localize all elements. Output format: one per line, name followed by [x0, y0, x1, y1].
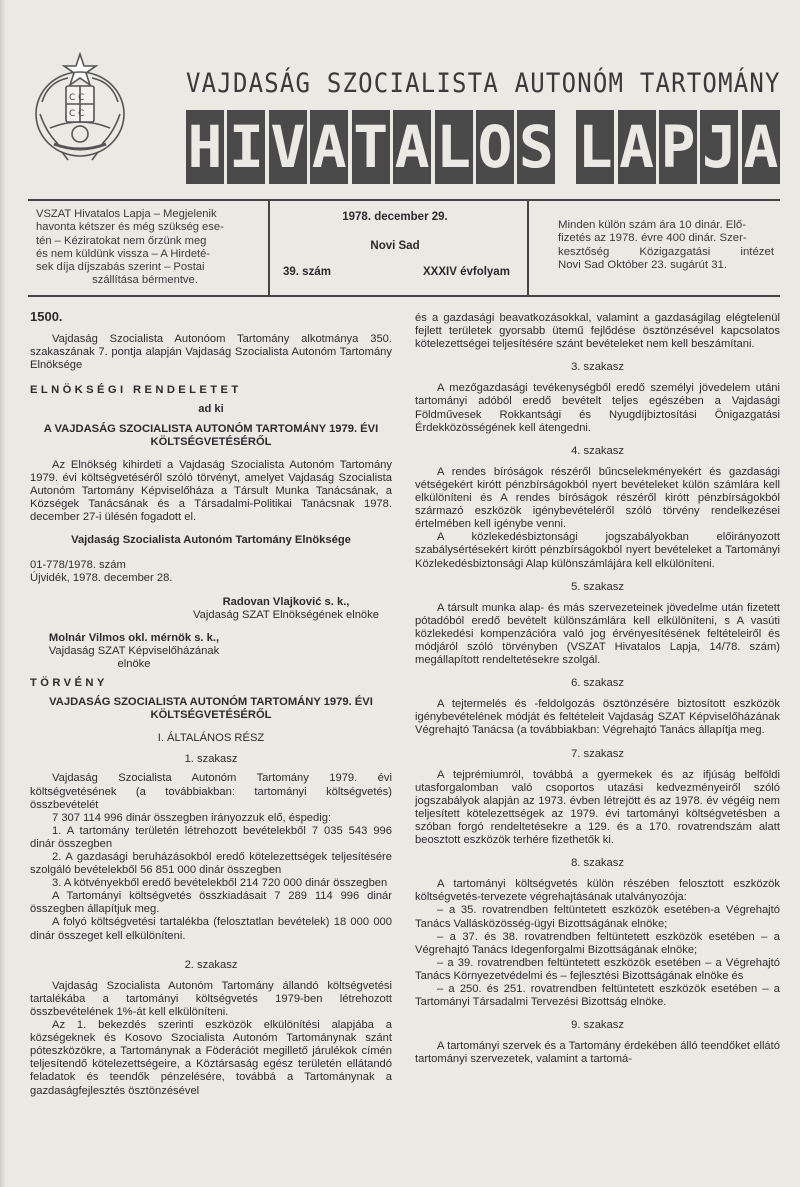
svg-text:C C: C C: [69, 109, 85, 119]
reference-place-date: Újvidék, 1978. december 28.: [30, 572, 173, 585]
section-8-item: – a 250. és 251. rovatrendben feltüntetett eszközök esetében – a Tartományi Társadalmi Tervezési Bizottság elnöke.: [415, 983, 780, 1009]
section-1-heading: 1. szakasz: [184, 753, 238, 766]
continued-paragraph: és a gazdasági beavatkozásokkal, valamint a gazdaságilag elégtelenül fejlett területek gyorsabb ütemű fejlődése ösztönzésével kapcsolatos kötelezettségei teljesítésére szánt bevételeket nem kell beszámítani.: [415, 312, 780, 351]
reference-number: 01-778/1978. szám: [30, 559, 126, 572]
price-line: kesztőség Közigazgatási intézet: [558, 245, 774, 258]
section-9-heading: 9. szakasz: [571, 1019, 624, 1032]
section-8-heading: 8. szakasz: [571, 857, 624, 870]
section-7-heading: 7. szakasz: [571, 747, 624, 760]
title-letter: V: [269, 110, 307, 184]
title-letter: A: [618, 110, 656, 184]
title-space: [559, 110, 573, 184]
notice-line: sek díja díjszabás szerint – Postai: [36, 261, 205, 274]
section-1-paragraph: A Tartományi költségvetés összkiadásait 7 289 114 996 dinár összegben állapítjuk meg.: [30, 890, 392, 916]
title-letter: S: [517, 110, 555, 184]
coat-of-arms-emblem-icon: [28, 52, 132, 164]
price-line: Minden külön szám ára 10 dinár. Elő-: [558, 219, 747, 231]
law-heading: TÖRVÉNY: [30, 676, 108, 689]
info-divider-right: [527, 200, 529, 296]
signer-1-name: Radovan Vlajković s. k.,: [222, 595, 350, 608]
section-9-paragraph: A tartományi szervek és a Tartomány érdekében álló teendőket ellátó tartományi szervezetek, valamint a tartomá-: [415, 1040, 780, 1066]
issue-number: 39. szám: [283, 266, 331, 278]
section-8-paragraph: A tartományi költségvetés külön részében felosztott eszközök költségvetés-tervezete végrehajtásának utalványozója:: [415, 878, 780, 904]
title-letter: J: [700, 110, 738, 184]
section-6-paragraph: A tejtermelés és -feldolgozás ösztönzésére biztosított eszközök igénybevételének módját és feltételeit Vajdaság SZAT Képviselőházának Végrehajtó Tanácsa (a továbbiakban: Végrehajtó Tanács állapítja meg.: [415, 698, 780, 737]
issue-date: 1978. december 29.: [342, 211, 448, 223]
masthead-subtitle: VAJDASÁG SZOCIALISTA AUTONÓM TARTOMÁNY: [186, 68, 781, 99]
title-letter: A: [393, 110, 431, 184]
notice-line: tén – Kéziratokat nem őrzünk meg: [36, 234, 207, 247]
section-2-paragraph: Vajdaság Szocialista Autonóm Tartomány állandó költségvetési tartalékába a tartományi költségvetés 1979-ben létrehozott összbevételének 1%-át kell elkülöníteni.: [30, 979, 392, 1018]
section-5-heading: 5. szakasz: [571, 580, 624, 593]
notice-line: VSZAT Hivatalos Lapja – Megjelenik: [36, 208, 217, 220]
section-7-paragraph: A tejprémiumról, továbbá a gyermekek és az ifjúság belföldi utasforgalomban való csoportos utazási kedvezményeiről szóló jogszabályok alapján az 1973. évben létrejött és az 1978. év végéig nem teljesített kötelezettségek az 1979. évi tartományi költségvetésben a szóban forgó rendeltetésekre a 129. és a 170. rovatrendszám alatt beosztott eszközök terhére fizethetők ki.: [415, 768, 780, 847]
part-heading: I. ÁLTALÁNOS RÉSZ: [157, 732, 265, 745]
section-1-paragraph: Vajdaság Szocialista Autonóm Tartomány 1979. évi költségvetésének (a továbbiakban: tartományi költségvetés) összbevételét: [30, 772, 392, 811]
svg-text:C C: C C: [69, 93, 85, 103]
notice-line: havonta kétszer és még szükség ese-: [36, 221, 224, 234]
title-letter: L: [576, 110, 614, 184]
signer-2-title-cont: elnöke: [117, 657, 151, 670]
section-4-paragraph: A közlekedésbiztonsági jogszabályokban előirányozott szabálysértésekért kirótt pénzbírságokból nyert bevételeket a Tartományi Közlekedésbiztonsági Alap különszámlájára kell elkülöníteni.: [415, 531, 780, 570]
price-line: Novi Sad Október 23. sugárút 31.: [558, 258, 728, 271]
section-8-item: – a 37. és 38. rovatrendben feltüntetett eszközök esetében – a Végrehajtó Tanács Idegenforgalmi Bizottságának elnöke;: [415, 930, 780, 956]
masthead-top-rule: [28, 199, 780, 201]
right-column: [415, 312, 780, 1067]
section-2-heading: 2. szakasz: [184, 958, 238, 971]
section-8-item: – a 39. rovatrendben feltüntetett eszközök esetében – a Végrehajtó Tanács Környezetvédelmi és – fejlesztési Bizottságának elnöke és: [415, 956, 780, 982]
issue-volume: XXXIV évfolyam: [423, 266, 510, 278]
section-1-paragraph: 2. A gazdasági beruházásokból eredő kötelezettségek teljesítésére szolgáló bevételekből 56 851 000 dinár összegben: [30, 851, 392, 877]
title-letter: A: [742, 110, 780, 184]
section-1-paragraph: 7 307 114 996 dinár összegben irányozzuk elő, éspedig:: [52, 811, 332, 824]
preamble: Vajdaság Szocialista Autonóom Tartomány alkotmánya 350. szakaszának 7. pontja alapján Vajdaság Szocialista Autonóm Tartomány Elnöksége: [30, 333, 392, 372]
signer-2-title: Vajdaság SZAT Képviselőházának: [48, 644, 220, 657]
scan-edge-shadow: [0, 0, 6, 1187]
law-title: VAJDASÁG SZOCIALISTA AUTONÓM TARTOMÁNY 1979. ÉVI KÖLTSÉGVETÉSÉRŐL: [49, 696, 373, 722]
title-letter: P: [659, 110, 697, 184]
price-notice: [558, 219, 774, 272]
title-letter: A: [310, 110, 348, 184]
left-column: [30, 310, 392, 1098]
section-1-paragraph: 3. A kötvényekből eredő bevételekből 214 720 000 dinár összegben: [52, 877, 388, 890]
section-3-heading: 3. szakasz: [571, 361, 624, 374]
section-1-paragraph: 1. A tartomány területén létrehozott bevételekből 7 035 543 996 dinár összegben: [30, 824, 392, 850]
section-1-paragraph: A folyó költségvetési tartalékba (felosztatlan bevételek) 18 000 000 dinár összeget kell elkülöníteni.: [30, 916, 392, 942]
price-line: fizetés az 1978. évre 400 dinár. Szer-: [558, 232, 747, 245]
title-letter: I: [227, 110, 265, 184]
masthead-bottom-rule: [28, 295, 780, 297]
title-letter: L: [435, 110, 473, 184]
decree-body: Az Elnökség kihirdeti a Vajdaság Szocialista Autonóm Tartomány 1979. évi költségvetéséről szóló törvényt, amelyet Vajdaság Szocialista Autonóm Tartomány Képviselőháza a Társult Munka Tanácsának, a Községek Tanácsának és a Társadalmi-Politikai Tanácsnak 1978. december 27-i ülésén fogadott el.: [30, 458, 392, 524]
title-letter: O: [476, 110, 514, 184]
section-5-paragraph: A társult munka alap- és más szervezeteinek jövedelme után fizetett pótadóból eredő bevételt különszámlára kell elkülöníteni, s A vasúti közlekedési kompenzációra való jog érvényesítésének feltételeiről és módjáról szóló törvényben (VSZAT Hivatalos Lapja, 14/78. szám) megállapított rendeltetésekre szolgál.: [415, 601, 780, 667]
masthead-title: [186, 110, 780, 184]
issuer: Vajdaság Szocialista Autonóm Tartomány Elnöksége: [71, 534, 351, 547]
signer-1-title: Vajdaság SZAT Elnökségének elnöke: [193, 608, 379, 621]
section-3-paragraph: A mezőgazdasági tevékenységből eredő személyi jövedelem utáni tartományi adóból eredő bevételt teljes egészében a Vajdasági Földművesek Rokkantsági és Nyugdíjbiztosítási Önigazgatási Érdekközösségének kell átengedni.: [415, 382, 780, 434]
issue-city: Novi Sad: [370, 240, 420, 252]
title-letter: T: [352, 110, 390, 184]
section-6-heading: 6. szakasz: [571, 677, 624, 690]
signer-2-name: Molnár Vilmos okl. mérnök s. k.,: [48, 631, 220, 644]
title-letter: H: [186, 110, 224, 184]
section-2-paragraph: Az 1. bekezdés szerinti eszközök elkülönítési alapjába a községeknek és Kosovo Szocialista Autonóm Tartománynak szánt póteszközökre, a Tartománynak a Föderációt megillető járulékok címén teljesítendő kötelezettségeire, a Köztársaság egész területén ellátandó feladatok és teendők pénzelésére, továbbá a Tartománynak a gazdaságfejlesztés ösztönzésével: [30, 1019, 392, 1097]
decree-title: A VAJDASÁG SZOCIALISTA AUTONÓM TARTOMÁNY 1979. ÉVI KÖLTSÉGVETÉSÉRŐL: [43, 422, 379, 448]
section-8-item: – a 35. rovatrendben feltüntetett eszközök esetében-a Végrehajtó Tanács Vallásközösség-ügyi Bizottságának elnöke;: [415, 904, 780, 930]
decree-subheading: ad ki: [198, 403, 224, 416]
notice-line: és nem küldünk vissza – A Hirdeté-: [36, 247, 211, 260]
section-4-heading: 4. szakasz: [571, 444, 624, 457]
publication-notice: [36, 208, 254, 288]
decree-heading: ELNÖKSÉGI RENDELETET: [30, 384, 242, 397]
section-4-paragraph: A rendes bíróságok részéről bűncselekményekért és gazdasági vétségekért kirótt pénzbírságokból nyert bevételeket külön számlára kell elkülöníteni és A rendes bíróságok részéről kirótt pénzbírságokból származó eszközök igénybevételéről szóló törvény rendelkezései értelmében kell igénybe venni.: [415, 465, 780, 531]
document-number: 1500.: [30, 309, 63, 324]
notice-line: szállítása bérmentve.: [92, 274, 198, 287]
